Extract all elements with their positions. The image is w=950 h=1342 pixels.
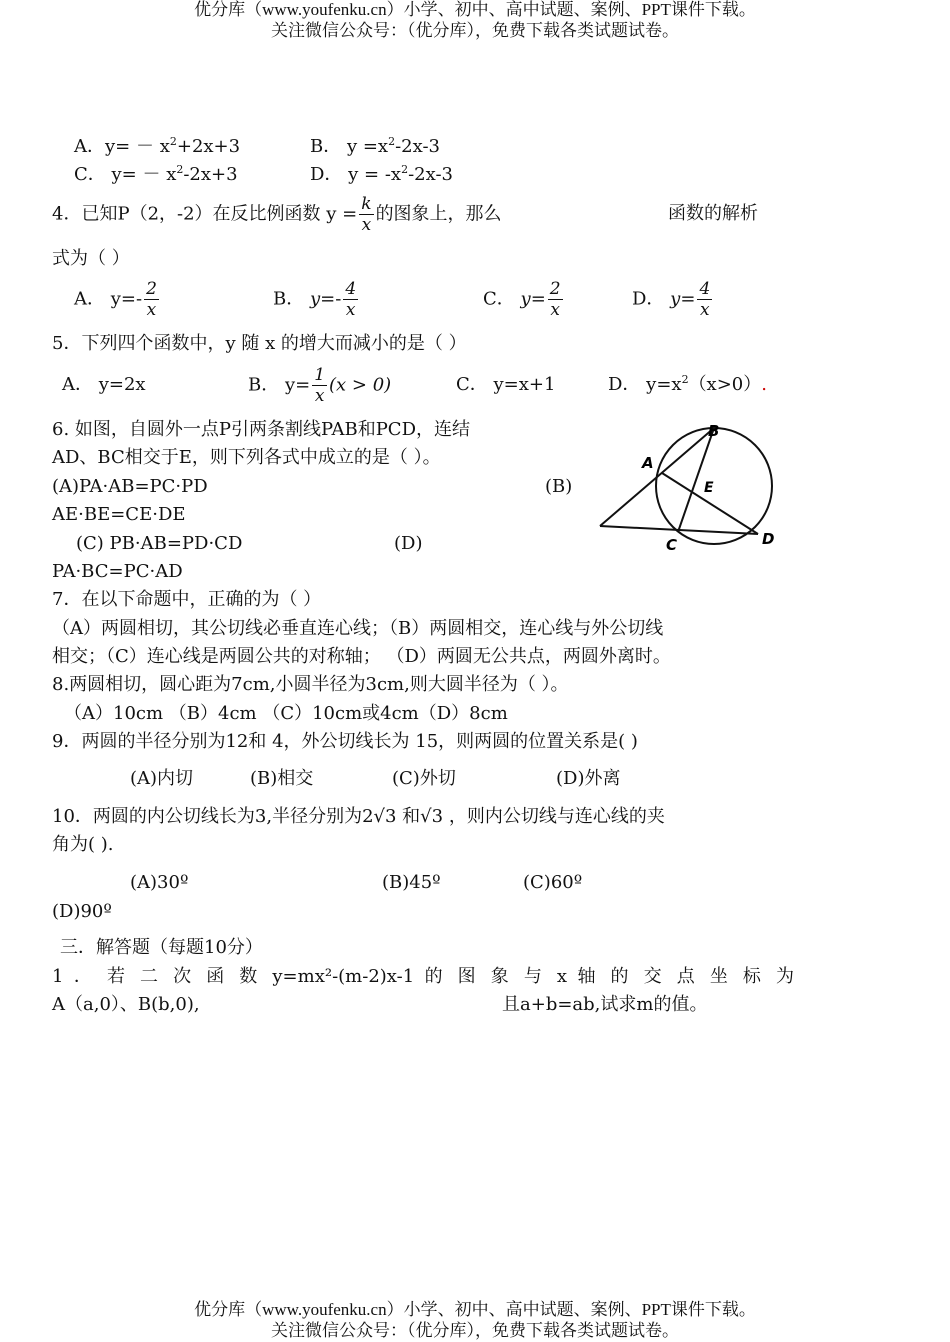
- q6-line-2: AD、BC相交于E，则下列各式中成立的是（ ）。: [52, 447, 441, 468]
- q5-option-b: B． y= $\frac{1}{x}$ (x > 0): [248, 365, 392, 406]
- q5-option-c: C． y=x+1: [456, 374, 556, 395]
- q3-option-a: A．$y= - x^2+2x+3$: [74, 135, 241, 157]
- section-3-q1-line-2b: 且a+b=ab,试求m的值。: [502, 994, 708, 1015]
- q4-option-b: B． y=- $\frac{4}{x}$: [273, 279, 357, 320]
- q4-option-d: D． y= $\frac{4}{x}$: [632, 279, 711, 320]
- q5-option-a: A． y=2x: [62, 374, 146, 395]
- label-c: C: [666, 536, 678, 554]
- q3-option-d: D． $y = -x^2-2x-3$: [310, 163, 453, 185]
- q4-option-c: C． y= $\frac{2}{x}$: [483, 279, 561, 320]
- q5-stem: 5．下列四个函数中，y 随 x 的增大而减小的是（ ）: [52, 333, 467, 354]
- header-line-2: 关注微信公众号：（优分库），免费下载各类试题试卷。: [271, 21, 679, 40]
- q10-line-1: 10．两圆的内公切线长为3,半径分别为2√3 和√3 ，则内公切线与连心线的夹: [52, 806, 665, 827]
- q4-stem: 4．已知P（2，-2）在反比例函数 y = $\frac{k}{x}$ 的图象上，那么: [52, 194, 502, 235]
- q6-option-b-text: AE·BE=CE·DE: [52, 504, 186, 525]
- q8-options: （A）10cm （B）4cm （C）10cm或4cm（D）8cm: [64, 703, 508, 724]
- q4-stem-tail: 函数的解析: [668, 203, 758, 224]
- q10-option-a: (A)30º: [130, 872, 189, 893]
- q4-option-a: A． y=- $\frac{2}{x}$: [74, 279, 157, 320]
- q6-line-1: 6. 如图，自圆外一点P引两条割线PAB和PCD，连结: [52, 419, 471, 440]
- q6-option-b-label: (B): [545, 476, 573, 497]
- q7-line-1: （A）两圆相切，其公切线必垂直连心线；（B）两圆相交，连心线与外公切线: [52, 618, 664, 639]
- q7-stem: 7．在以下命题中，正确的为（ ）: [52, 589, 322, 610]
- q9-option-b: (B)相交: [250, 768, 314, 789]
- q6-option-a: (A)PA·AB=PC·PD: [52, 476, 208, 497]
- q7-line-2: 相交；（C）连心线是两圆公共的对称轴； （D）两圆无公共点，两圆外离时。: [52, 646, 671, 667]
- q10-line-2: 角为( ).: [52, 834, 114, 855]
- section-3-q1-line-1: 1 ． 若 二 次 函 数 y=mx²-(m-2)x-1 的 图 象 与 x 轴 的 交 点 坐 标 为: [52, 966, 794, 987]
- q9-option-d: (D)外离: [556, 768, 621, 789]
- q6-option-c: (C) PB·AB=PD·CD: [76, 533, 243, 554]
- q6-circle-figure: [596, 416, 782, 556]
- footer-line-1: 优分库（www.youfenku.cn）小学、初中、高中试题、案例、PPT课件下载。: [194, 1300, 756, 1319]
- header-line-1: 优分库（www.youfenku.cn）小学、初中、高中试题、案例、PPT课件下载。: [194, 0, 756, 19]
- label-a: A: [642, 454, 654, 472]
- q10-option-b: (B)45º: [382, 872, 441, 893]
- section-3-q1-line-2a: A（a,0）、B(b,0),: [52, 994, 200, 1015]
- q10-option-c: (C)60º: [523, 872, 583, 893]
- q5-option-d: D． $y=x^2(x>0)$.: [608, 373, 767, 395]
- q6-option-d-text: PA·BC=PC·AD: [52, 561, 183, 582]
- q3-option-c: C． $y= - x^2-2x+3$: [74, 163, 238, 185]
- footer-line-2: 关注微信公众号：（优分库），免费下载各类试题试卷。: [271, 1321, 679, 1340]
- q9-option-c: (C)外切: [392, 768, 456, 789]
- section-3-title: 三．解答题（每题10分）: [60, 937, 263, 958]
- q3-option-b: B． $y =x^2-2x-3$: [310, 135, 440, 157]
- label-b: B: [708, 422, 720, 440]
- label-e: E: [704, 480, 714, 496]
- circle-shape: [656, 428, 772, 544]
- q9-option-a: (A)内切: [130, 768, 194, 789]
- q6-option-d-label: (D): [394, 533, 423, 554]
- q4-fraction: $\frac{k}{x}$: [361, 194, 372, 235]
- q10-option-d: (D)90º: [52, 901, 112, 922]
- q4-stem-line2: 式为（ ）: [52, 248, 130, 269]
- label-d: D: [762, 530, 775, 548]
- q8-stem: 8.两圆相切，圆心距为7cm,小圆半径为3cm,则大圆半径为（ ）。: [52, 674, 569, 695]
- q9-stem: 9．两圆的半径分别为12和 4，外公切线长为 15，则两圆的位置关系是( ): [52, 731, 638, 752]
